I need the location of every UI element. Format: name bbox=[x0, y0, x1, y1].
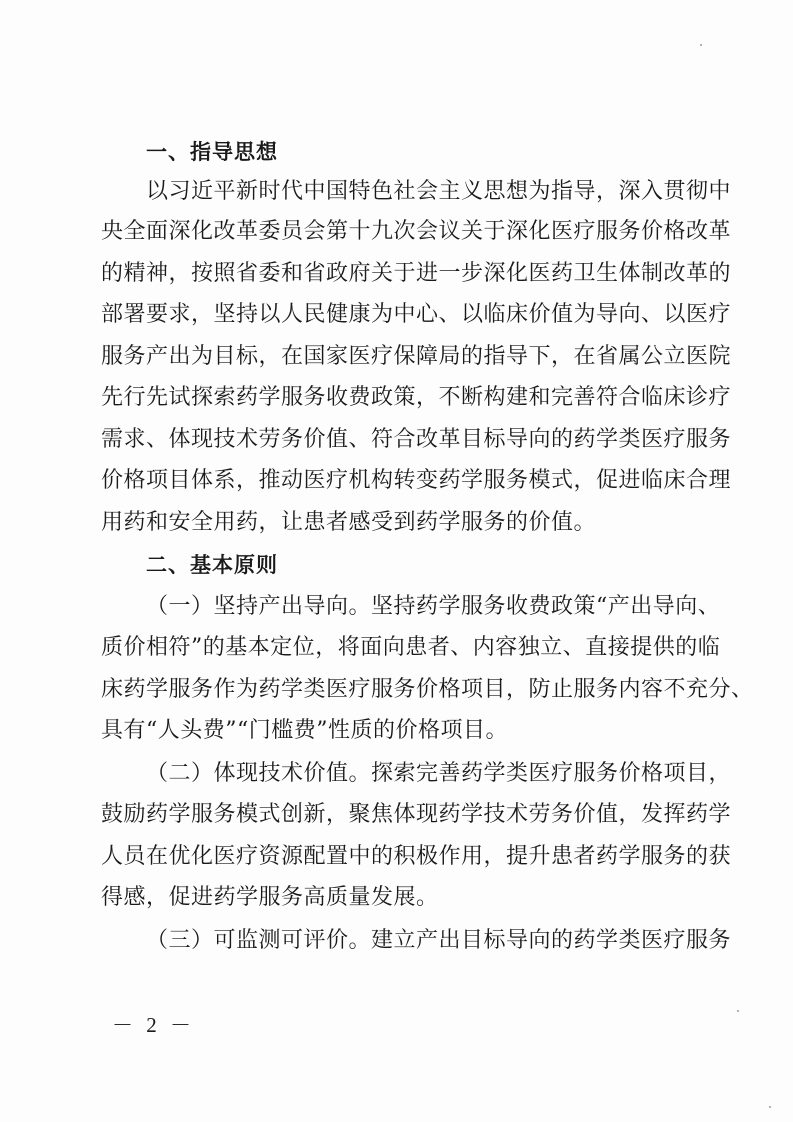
paragraph-line: 先行先试探索药学服务收费政策，不断构建和完善符合临床诊疗 bbox=[101, 385, 732, 410]
paragraph-line: 价格项目体系，推动医疗机构转变药学服务模式，促进临床合理 bbox=[101, 468, 732, 493]
paragraph-line: （三）可监测可评价。建立产出目标导向的药学类医疗服务 bbox=[146, 928, 732, 953]
paragraph-line: 鼓励药学服务模式创新，聚焦体现药学技术劳务价值，发挥药学 bbox=[101, 802, 732, 827]
paragraph-line: 床药学服务作为药学类医疗服务价格项目，防止服务内容不充分、 bbox=[101, 677, 754, 702]
paragraph-line: 人员在优化医疗资源配置中的积极作用，提升患者药学服务的获 bbox=[101, 844, 732, 869]
paragraph-line: 部署要求，坚持以人民健康为中心、以临床价值为导向、以医疗 bbox=[101, 302, 732, 327]
paragraph-line: 需求、体现技术劳务价值、符合改革目标导向的药学类医疗服务 bbox=[101, 427, 732, 452]
paragraph-line: 以习近平新时代中国特色社会主义思想为指导，深入贯彻中 bbox=[146, 179, 732, 204]
section-heading-guiding-ideology: 一、指导思想 bbox=[146, 140, 278, 164]
paragraph-line: 得感，促进药学服务高质量发展。 bbox=[101, 885, 439, 910]
paragraph-line: 用药和安全用药，让患者感受到药学服务的价值。 bbox=[101, 510, 597, 535]
scan-speck bbox=[769, 1106, 771, 1108]
scan-speck bbox=[700, 44, 702, 46]
paragraph-line: 具有“人头费”“门槛费”性质的价格项目。 bbox=[101, 718, 508, 743]
page-number: － 2 － bbox=[112, 1013, 195, 1037]
paragraph-line: 质价相符”的基本定位，将面向患者、内容独立、直接提供的临 bbox=[101, 635, 721, 660]
paragraph-line: （一）坚持产出导向。坚持药学服务收费政策“产出导向、 bbox=[146, 594, 721, 619]
paragraph-line: 服务产出为目标，在国家医疗保障局的指导下，在省属公立医院 bbox=[101, 344, 732, 369]
section-heading-basic-principles: 二、基本原则 bbox=[146, 553, 278, 577]
paragraph-line: 的精神，按照省委和省政府关于进一步深化医药卫生体制改革的 bbox=[101, 261, 732, 286]
scan-speck bbox=[737, 1010, 739, 1012]
paragraph-line: （二）体现技术价值。探索完善药学类医疗服务价格项目， bbox=[146, 761, 732, 786]
paragraph-line: 央全面深化改革委员会第十九次会议关于深化医疗服务价格改革 bbox=[101, 219, 732, 244]
